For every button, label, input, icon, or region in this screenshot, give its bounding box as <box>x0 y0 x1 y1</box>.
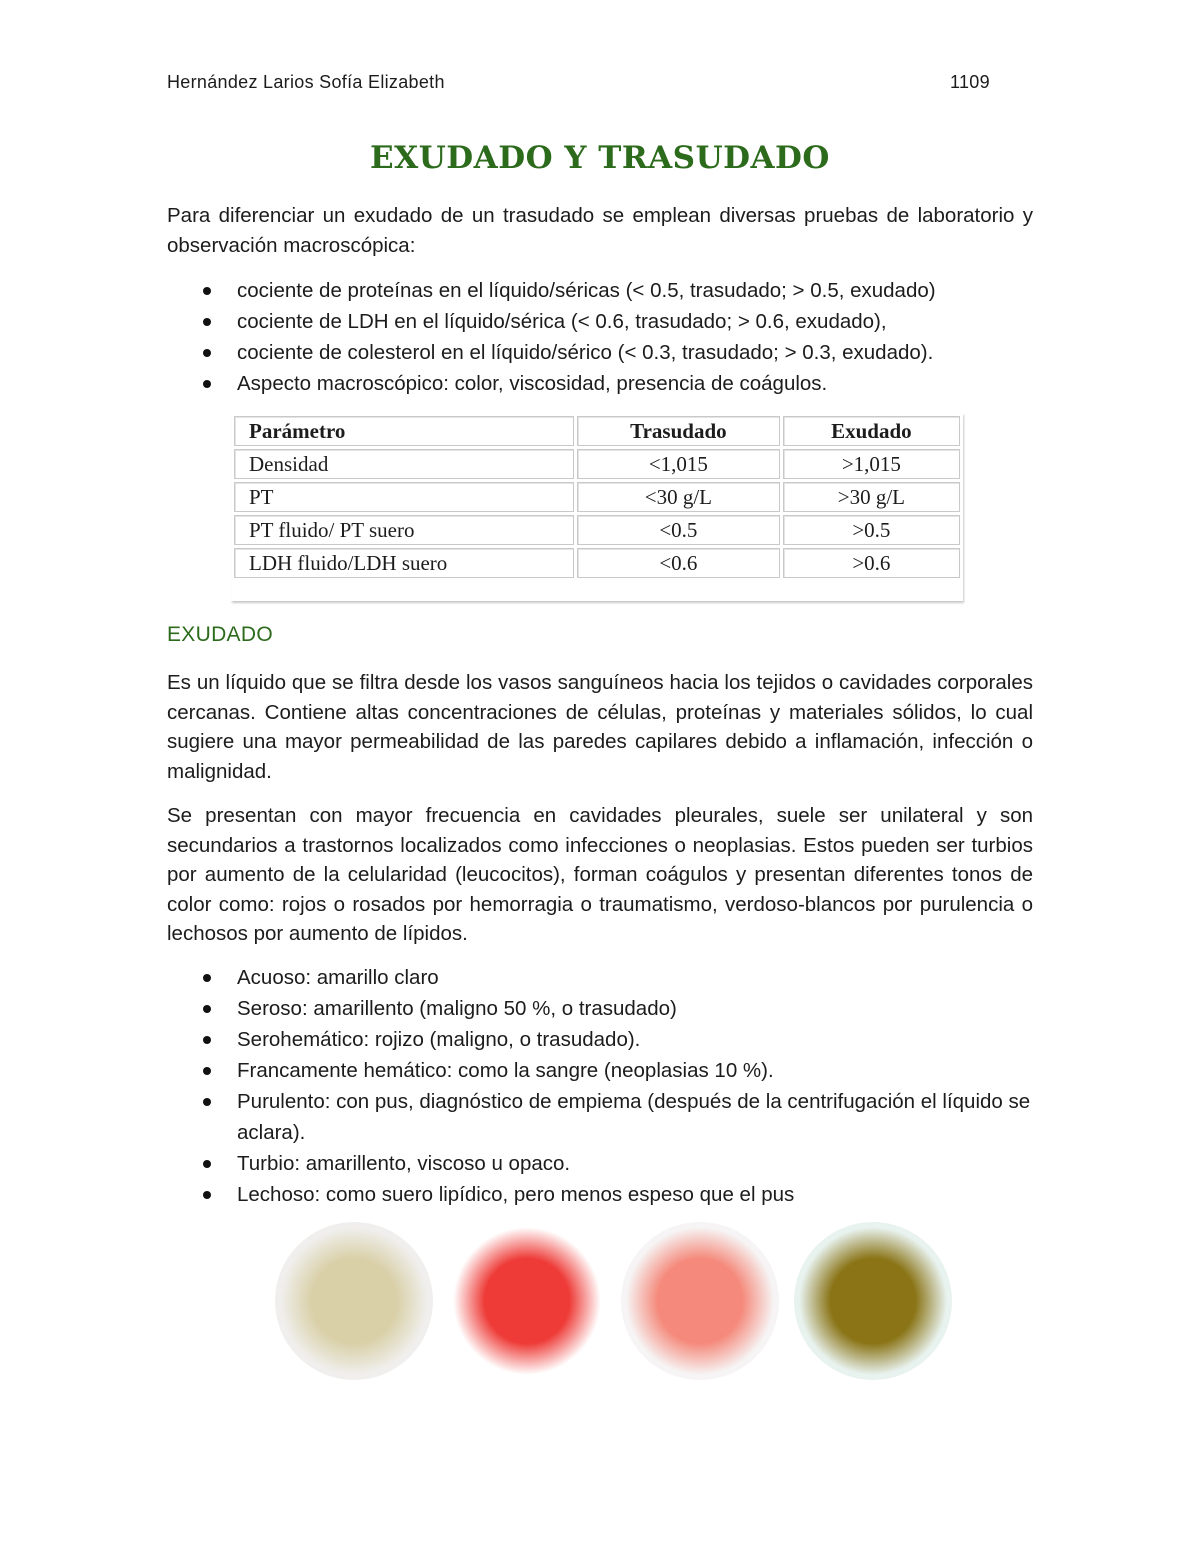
table-cell: >1,015 <box>783 449 960 479</box>
header-author: Hernández Larios Sofía Elizabeth <box>167 72 445 92</box>
table-cell: LDH fluido/LDH suero <box>234 548 574 578</box>
table-cell: >0.6 <box>783 548 960 578</box>
table-cell: PT fluido/ PT suero <box>234 515 574 545</box>
bullet-icon <box>203 1191 211 1199</box>
header-group: 1109 <box>950 72 990 92</box>
list-item: Aspecto macroscópico: color, viscosidad, presencia de coágulos. <box>167 368 1047 399</box>
bullet-icon <box>203 1160 211 1168</box>
brown-green-sample-image <box>794 1222 952 1380</box>
page-title: EXUDADO Y TRASUDADO <box>370 140 830 176</box>
pale-yellow-sample-image <box>275 1222 433 1380</box>
table-cell: PT <box>234 482 574 512</box>
bullet-icon <box>203 1098 211 1106</box>
bullet-icon <box>203 1005 211 1013</box>
table-header-row <box>234 416 960 446</box>
bullet-icon <box>203 1036 211 1044</box>
table-row <box>234 548 960 578</box>
table-cell: <0.6 <box>577 548 780 578</box>
section-heading: EXUDADO <box>167 623 273 646</box>
list-item: cociente de proteínas en el líquido/séricas (< 0.5, trasudado; > 0.5, exudado) <box>167 275 1047 306</box>
table-row <box>234 482 960 512</box>
list-item: Lechoso: como suero lipídico, pero menos espeso que el pus <box>167 1179 1037 1210</box>
tests-list <box>167 275 1047 399</box>
table-cell: <30 g/L <box>577 482 780 512</box>
intro-paragraph: Para diferenciar un exudado de un trasudado se emplean diversas pruebas de laboratorio y observación macroscópica: <box>167 204 1033 257</box>
table-row <box>234 515 960 545</box>
bullet-icon <box>203 318 211 326</box>
list-item: Acuoso: amarillo claro <box>167 962 1037 993</box>
exudado-paragraph-1: Es un líquido que se filtra desde los vasos sanguíneos hacia los tejidos o cavidades corporales cercanas. Contiene altas concentraciones de células, proteínas y materiales sólidos, lo cual sugiere una mayor permeabilidad de las paredes capilares debido a inflamación, infección o malignidad. <box>167 671 1033 783</box>
table-cell: <0.5 <box>577 515 780 545</box>
table-cell: Densidad <box>234 449 574 479</box>
bullet-icon <box>203 974 211 982</box>
table-cell: >0.5 <box>783 515 960 545</box>
pink-sample-image <box>621 1222 779 1380</box>
list-item: Purulento: con pus, diagnóstico de empiema (después de la centrifugación el líquido se aclara). <box>167 1086 1037 1148</box>
parameters-table <box>231 413 963 601</box>
table-cell: <1,015 <box>577 449 780 479</box>
sample-images <box>275 1222 955 1382</box>
table-row <box>234 449 960 479</box>
list-item: Serohemático: rojizo (maligno, o trasudado). <box>167 1024 1037 1055</box>
exudado-paragraph-2: Se presentan con mayor frecuencia en cavidades pleurales, suele ser unilateral y son secundarios a trastornos localizados como infecciones o neoplasias. Estos pueden ser turbios por aumento de la celularidad (leucocitos), forman coágulos y presentan diferentes tonos de color como: rojos o rosados por hemorragia o traumatismo, verdoso-blancos por purulencia o lechosos por aumento de lípidos. <box>167 804 1033 945</box>
list-item: Seroso: amarillento (maligno 50 %, o trasudado) <box>167 993 1037 1024</box>
bullet-icon <box>203 380 211 388</box>
table-header-cell: Exudado <box>783 416 960 446</box>
bullet-icon <box>203 287 211 295</box>
bullet-icon <box>203 1067 211 1075</box>
list-item: cociente de colesterol en el líquido/sérico (< 0.3, trasudado; > 0.3, exudado). <box>167 337 1047 368</box>
types-list <box>167 962 1037 1210</box>
list-item: cociente de LDH en el líquido/sérica (< 0.6, trasudado; > 0.6, exudado), <box>167 306 1047 337</box>
list-item: Turbio: amarillento, viscoso u opaco. <box>167 1148 1037 1179</box>
table-cell: >30 g/L <box>783 482 960 512</box>
red-sample-image <box>448 1222 606 1380</box>
table-header-cell: Parámetro <box>234 416 574 446</box>
table-header-cell: Trasudado <box>577 416 780 446</box>
bullet-icon <box>203 349 211 357</box>
list-item: Francamente hemático: como la sangre (neoplasias 10 %). <box>167 1055 1037 1086</box>
